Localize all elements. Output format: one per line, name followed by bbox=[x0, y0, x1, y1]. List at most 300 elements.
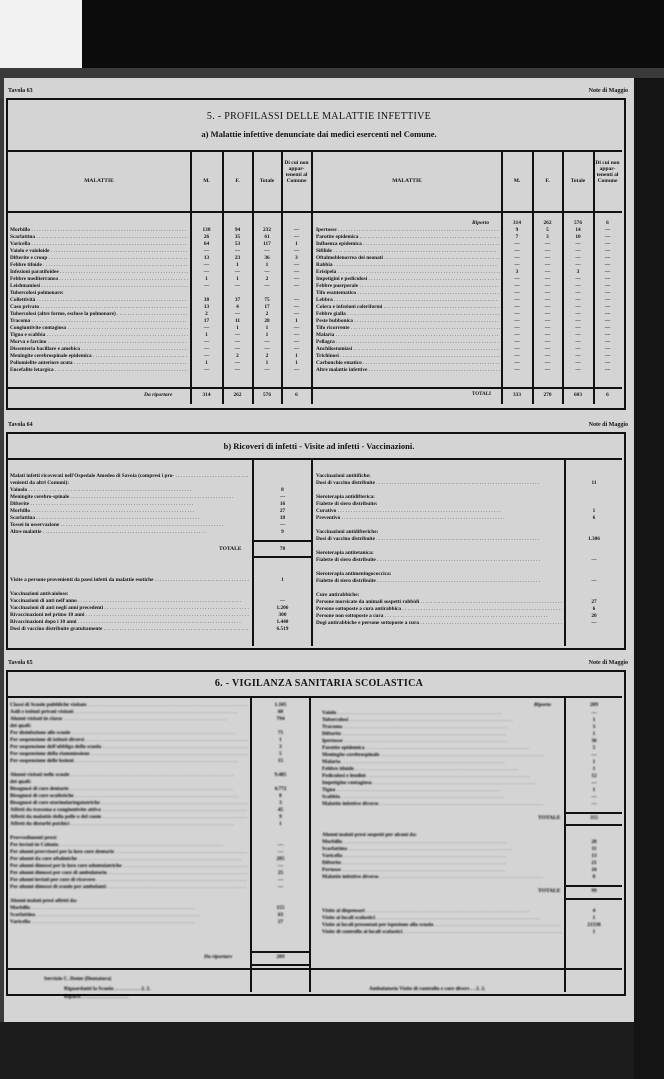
school-disease-label: Malaria . . . bbox=[322, 759, 562, 766]
disease-row-label: Collettività . . . bbox=[10, 297, 188, 304]
disease-row-label: Peste bubbonica . . . bbox=[316, 318, 500, 325]
cell-f: 3 bbox=[546, 234, 549, 240]
section5-right-rows bbox=[316, 227, 500, 374]
disease-row-label: Tifo esantematico . . . bbox=[316, 290, 500, 297]
disease-row-label: Caso privato . . . bbox=[10, 304, 188, 311]
school-row-label: Classi di Scuole pubbliche visitate . . . bbox=[10, 702, 248, 709]
cell-m: 7 bbox=[515, 234, 519, 240]
sieroterapia-value bbox=[566, 473, 622, 480]
disease-row-label: Malaria . . . bbox=[316, 332, 500, 339]
section5-title: 5. - PROFILASSI DELLE MALATTIE INFETTIVE bbox=[206, 111, 432, 122]
header-f: F. bbox=[235, 178, 240, 184]
section5-right-d bbox=[594, 227, 621, 374]
section6-right-vals bbox=[566, 710, 622, 808]
cell-m: 38 bbox=[203, 297, 210, 303]
sieroterapia-row-label bbox=[316, 543, 562, 550]
ricoveri-row-label: Meningite cerebro-spinale . . . bbox=[10, 494, 250, 501]
cell-f: — bbox=[234, 346, 241, 352]
cell-m: — bbox=[514, 276, 520, 282]
sieroterapia-value: — bbox=[591, 578, 597, 584]
sieroterapia-row-label: Curativo . . . bbox=[316, 508, 562, 515]
sieroterapia-value: 1.306 bbox=[588, 536, 600, 542]
cell-totale: 61 bbox=[264, 234, 270, 240]
cell-totale: 232 bbox=[263, 227, 271, 233]
sieroterapia-row-label: Persone morsicate da animali sospetti rabbidi . . . bbox=[316, 599, 562, 606]
sieroterapia-value: 1 bbox=[592, 508, 596, 514]
section6-right-total-label: TOTALE bbox=[538, 815, 561, 821]
disease-row-label: Leishmaniosi . . . bbox=[10, 283, 188, 290]
disease-row-label: Meningite cerebrospinale epidemica . . . bbox=[10, 353, 188, 360]
cell-totale: — bbox=[575, 353, 581, 359]
cell-totale: 1 bbox=[265, 325, 269, 331]
vaccinazioni-row-label bbox=[10, 584, 250, 591]
vaccinazioni-row-label: Vaccinazioni di anti nell'anno . . . bbox=[10, 598, 250, 605]
cell-totale: 75 bbox=[264, 297, 270, 303]
school-disease-label: Scabbia . . . bbox=[322, 794, 562, 801]
vaccinazioni-value: 300 bbox=[278, 612, 287, 618]
cell-f: 1 bbox=[236, 276, 239, 282]
cell-m: — bbox=[514, 283, 520, 289]
cell-di-cui: — bbox=[293, 304, 300, 310]
section5b-total-rule bbox=[252, 540, 311, 542]
cell-m: — bbox=[203, 269, 210, 275]
cell-f: 37 bbox=[234, 297, 241, 303]
ricoveri-value: 9 bbox=[281, 529, 284, 535]
cell-f: — bbox=[234, 367, 241, 373]
disease-row-label: Febbre puerperale . . . bbox=[316, 283, 500, 290]
cell-totale: 3 bbox=[576, 269, 580, 275]
section5b-total: 78 bbox=[279, 546, 286, 552]
cell-m: — bbox=[514, 255, 520, 261]
cell-f: — bbox=[544, 241, 551, 247]
header-totale: Totale bbox=[259, 178, 275, 184]
school-suspect-value: 8 bbox=[592, 874, 596, 880]
cell-m: — bbox=[514, 304, 520, 310]
cell-di-cui: — bbox=[604, 276, 611, 282]
cell-totale: 2 bbox=[265, 353, 269, 359]
school-disease-label: Tubercolosi . . . bbox=[322, 717, 562, 724]
cell-m: 64 bbox=[203, 241, 210, 247]
cell-m: 9 bbox=[515, 227, 519, 233]
school-disease-value: — bbox=[591, 780, 597, 786]
cell-di-cui: 1 bbox=[295, 353, 298, 359]
disease-row-label: Impetigini e pediculosi . . . bbox=[316, 276, 500, 283]
school-suspect-label: Alunni malati presi sospetti per alcuni da: bbox=[322, 832, 417, 838]
school-disease-value: 1 bbox=[592, 787, 596, 793]
sieroterapia-row-label: Fialette di siero distribuite: bbox=[316, 501, 378, 507]
school-value: 8 bbox=[279, 793, 282, 799]
cell-di-cui: — bbox=[293, 262, 300, 268]
ricoveri-row-label: Morbillo . . . bbox=[10, 508, 250, 515]
vaccinazioni-row-label: Rivaccinazioni nel primo 10 anni . . . bbox=[10, 612, 250, 619]
cell-f: — bbox=[544, 346, 551, 352]
section5-left-m bbox=[191, 227, 222, 374]
disease-row-label: Difterite e croup . . . bbox=[10, 255, 188, 262]
cell-totale: 2 bbox=[265, 311, 269, 317]
sieroterapia-value: 11 bbox=[591, 480, 597, 486]
school-disease-value: 1 bbox=[592, 731, 596, 737]
school-value: 45 bbox=[277, 807, 284, 813]
header-m-right: M. bbox=[513, 178, 521, 184]
sieroterapia-row-label: Persone non sottoposte a cura . . . bbox=[316, 613, 562, 620]
school-row-label: Per sospensione dell'obbligo della scuola . . . bbox=[10, 744, 248, 751]
school-value: 1 bbox=[279, 737, 282, 743]
header-di-cui: Di cui non appar-tenenti al Comune bbox=[284, 160, 309, 184]
cell-m bbox=[191, 290, 222, 297]
school-value: 27 bbox=[277, 919, 284, 925]
school-value bbox=[252, 828, 309, 835]
cell-totale: — bbox=[575, 283, 581, 289]
ricoveri-value: 8 bbox=[281, 487, 284, 493]
cell-totale: — bbox=[575, 248, 581, 254]
sieroterapia-row-label: Vaccinazioni antidifteriche: bbox=[316, 529, 379, 535]
school-row-label: dei quali: bbox=[10, 723, 32, 729]
school-row-label: Alunni visitati in classe . . . bbox=[10, 716, 248, 723]
cell-f: — bbox=[544, 332, 551, 338]
school-disease-value: 12 bbox=[591, 773, 597, 779]
section6-total-label: Da riportare bbox=[204, 954, 233, 960]
cell-f: 23 bbox=[234, 255, 241, 261]
section5-right-f bbox=[533, 227, 562, 374]
sieroterapia-value bbox=[566, 543, 622, 550]
sieroterapia-value bbox=[566, 487, 622, 494]
cell-totale: 17 bbox=[264, 304, 270, 310]
school-disease-label: Tracoma . . . bbox=[322, 724, 562, 731]
cell-f: — bbox=[544, 304, 551, 310]
cell-m: — bbox=[203, 367, 210, 373]
school-row-label: Per alunni da cure oftalmiche . . . bbox=[10, 856, 248, 863]
disease-row-label: Morva e farcino . . . bbox=[10, 339, 188, 346]
vaccinazioni-row-label: Dosi di vaccino distribuite gratuitamente . . . bbox=[10, 626, 250, 633]
cell-f: 1 bbox=[236, 325, 239, 331]
sieroterapia-row-label: Fialette di siero distribuite . . . bbox=[316, 578, 562, 585]
cell-di-cui: — bbox=[604, 360, 611, 366]
school-value bbox=[252, 765, 309, 772]
cell-f: — bbox=[544, 367, 551, 373]
school-disease-label: Tigna . . . bbox=[322, 787, 562, 794]
section5b-left-rows2 bbox=[10, 577, 250, 633]
disease-row-label: Febbre mediterranea . . . bbox=[10, 276, 188, 283]
school-disease-value: 3 bbox=[592, 724, 596, 730]
school-value bbox=[252, 835, 309, 842]
school-value: 285 bbox=[276, 856, 285, 862]
section6-riporto: 289 bbox=[590, 702, 598, 708]
ricoveri-row-label: Vaiuolo . . . bbox=[10, 487, 250, 494]
school-row-label: dei quali: bbox=[10, 779, 32, 785]
cell-di-cui: — bbox=[293, 311, 300, 317]
disease-row-label: Pellagra . . . bbox=[316, 339, 500, 346]
disease-row-label: Parotite epidemica . . . bbox=[316, 234, 500, 241]
school-disease-value: 1 bbox=[592, 717, 596, 723]
school-visit-value: 4 bbox=[592, 908, 596, 914]
vaccinazioni-value: 1.440 bbox=[276, 619, 289, 625]
cell-f: — bbox=[544, 339, 551, 345]
section6-right-total: 355 bbox=[590, 815, 598, 821]
sieroterapia-row-label bbox=[316, 585, 562, 592]
disease-row-label: Dissenteria bacillare e amebica . . . bbox=[10, 346, 188, 353]
cell-di-cui: — bbox=[604, 255, 611, 261]
cell-m: — bbox=[514, 318, 520, 324]
ricoveri-row-label: Malati infetti ricoverati nell'Ospedale Amedeo di Savoia (compresi i pro- . . . bbox=[10, 473, 250, 480]
cell-totale: — bbox=[575, 290, 581, 296]
sieroterapia-row-label bbox=[316, 564, 562, 571]
school-suspect-value: 13 bbox=[591, 853, 597, 859]
section5-right-m bbox=[502, 227, 532, 374]
section5-left-f bbox=[223, 227, 252, 374]
school-disease-label: Impetigine contagiosa . . . bbox=[322, 780, 562, 787]
cell-f: — bbox=[544, 360, 551, 366]
disease-row-label: Ipertosse . . . bbox=[316, 227, 500, 234]
sieroterapia-value bbox=[566, 529, 622, 536]
left-total-m: 314 bbox=[202, 392, 211, 398]
location-label-65: Note di Maggio bbox=[588, 660, 628, 666]
cell-di-cui: — bbox=[604, 283, 611, 289]
sieroterapia-row-label: Vaccinazioni antitifiche: bbox=[316, 473, 371, 479]
ricoveri-row-label: venienti da altri Comuni): bbox=[10, 480, 70, 486]
ricoveri-value bbox=[254, 480, 311, 487]
cell-m: — bbox=[203, 262, 210, 268]
section5b-subtitle: b) Ricoveri di infetti - Visite ad infetti - Vaccinazioni. bbox=[223, 441, 415, 451]
sieroterapia-row-label bbox=[316, 522, 562, 529]
cell-f: — bbox=[234, 360, 241, 366]
left-total-label: Da riportare bbox=[144, 392, 173, 398]
cell-m: — bbox=[514, 297, 520, 303]
school-suspect-value: 20 bbox=[591, 839, 597, 845]
ricoveri-row-label: Altre malattie . . . bbox=[10, 529, 250, 536]
cell-f: 5 bbox=[546, 227, 549, 233]
school-row-label: Bisognosi di cure otorinolaringoiatriche . . . bbox=[10, 800, 248, 807]
sieroterapia-value: 27 bbox=[591, 599, 597, 605]
school-row-label: Bisognosi di cure dentarie . . . bbox=[10, 786, 248, 793]
section6-right-rows2 bbox=[322, 832, 562, 881]
sieroterapia-value bbox=[566, 550, 622, 557]
cell-totale: — bbox=[575, 276, 581, 282]
cell-di-cui: — bbox=[293, 227, 300, 233]
cell-di-cui: 3 bbox=[295, 255, 298, 261]
sieroterapia-value: 20 bbox=[591, 613, 597, 619]
disease-row-label: Tracoma . . . bbox=[10, 318, 188, 325]
cell-f: 35 bbox=[234, 234, 241, 240]
section5b-left-vals bbox=[254, 473, 311, 536]
cell-m: — bbox=[203, 283, 210, 289]
sieroterapia-value: — bbox=[591, 557, 597, 563]
cell-di-cui: 1 bbox=[295, 241, 298, 247]
cell-totale: — bbox=[575, 297, 581, 303]
section6-total-rule bbox=[250, 951, 309, 953]
school-value: — bbox=[277, 849, 284, 855]
school-value: — bbox=[277, 884, 284, 890]
school-row-label: Per sospensione della riammissione . . . bbox=[10, 751, 248, 758]
right-total-t: 603 bbox=[574, 392, 582, 398]
cell-totale: 2 bbox=[265, 276, 269, 282]
header-bottom-rule bbox=[8, 211, 622, 213]
cell-totale: — bbox=[575, 360, 581, 366]
header-f-right: F. bbox=[545, 178, 550, 184]
cell-m: — bbox=[514, 367, 520, 373]
cell-m: — bbox=[203, 353, 210, 359]
section6-right-vals3 bbox=[566, 908, 622, 936]
vaccinazioni-value bbox=[254, 591, 311, 598]
section5b-rule bbox=[8, 458, 622, 460]
cell-m: 2 bbox=[205, 311, 208, 317]
sieroterapia-row-label: Sieroterapia antitetanica: bbox=[316, 550, 374, 556]
school-disease-value: — bbox=[591, 801, 597, 807]
riporto-d: 6 bbox=[606, 220, 609, 226]
school-row-label: Affetti da disturbi psichici . . . bbox=[10, 821, 248, 828]
school-visit-value: 1 bbox=[592, 929, 596, 935]
col-divider-center bbox=[311, 150, 313, 404]
cell-f: 1 bbox=[236, 262, 239, 268]
cell-di-cui: 1 bbox=[295, 360, 298, 366]
school-value: 1 bbox=[279, 821, 282, 827]
sieroterapia-value: 6 bbox=[592, 606, 596, 612]
cell-m: 1 bbox=[205, 276, 208, 282]
section5-right-t bbox=[563, 227, 593, 374]
cell-di-cui: — bbox=[604, 269, 611, 275]
left-total-t: 576 bbox=[263, 392, 271, 398]
school-suspect-value: 11 bbox=[591, 846, 597, 852]
cell-f: 2 bbox=[236, 353, 239, 359]
cell-totale: — bbox=[264, 367, 270, 373]
disease-row-label: Poliomielite anteriore acuta . . . bbox=[10, 360, 188, 367]
section5b-right-vals bbox=[566, 473, 622, 627]
footer-right: Ambulatorio Visite di controllo e cure divers . . 2. 2. bbox=[369, 986, 486, 992]
disease-row-label: Congiuntivite contagiosa . . . bbox=[10, 325, 188, 332]
cell-di-cui: — bbox=[293, 248, 300, 254]
cell-f: 4 bbox=[236, 304, 239, 310]
section5-left-d bbox=[282, 227, 311, 374]
disease-row-label: Febbre tifoide . . . bbox=[10, 262, 188, 269]
cell-f: — bbox=[544, 283, 551, 289]
disease-row-label: Infezioni paratifoidee . . . bbox=[10, 269, 188, 276]
school-row-label: Per alunni provvisori per la loro cure dentarie . . . bbox=[10, 849, 248, 856]
cell-f: 94 bbox=[234, 227, 241, 233]
sieroterapia-row-label: Dosi di vaccino distribuite . . . bbox=[316, 536, 562, 543]
cell-totale: — bbox=[264, 339, 270, 345]
cell-m: — bbox=[203, 325, 210, 331]
sieroterapia-value bbox=[566, 522, 622, 529]
school-value bbox=[252, 891, 309, 898]
cell-m: 138 bbox=[202, 227, 211, 233]
cell-f: 11 bbox=[234, 318, 240, 324]
disease-row-label: Tigna e scabbia . . . bbox=[10, 332, 188, 339]
riporto-t: 576 bbox=[574, 220, 582, 226]
disease-row-label: Erisipela . . . bbox=[316, 269, 500, 276]
section5b-left-rows bbox=[10, 473, 250, 536]
school-visit-label: Visite ai locali scolastici . . . bbox=[322, 915, 562, 922]
disease-row-label: Vaiolo e vaioloide . . . bbox=[10, 248, 188, 255]
school-disease-label: Pediculosi e lendini . . . bbox=[322, 773, 562, 780]
sieroterapia-value bbox=[566, 571, 622, 578]
school-disease-label: Febbre tifoide . . . bbox=[322, 766, 562, 773]
school-disease-label: Meningite cerebrospinale . . . bbox=[322, 752, 562, 759]
cell-f: — bbox=[544, 318, 551, 324]
school-suspect-label: Malattie infettive diverse . . . bbox=[322, 874, 562, 881]
school-row-label: Affetti da tracoma o congiuntivite attiva . . . bbox=[10, 807, 248, 814]
vaccinazioni-value: 1 bbox=[281, 577, 284, 583]
vaccinazioni-row-label: Rivaccinazioni dopo i 10 anni . . . bbox=[10, 619, 250, 626]
disease-row-label: Anchilostomiasi . . . bbox=[316, 346, 500, 353]
school-disease-value: — bbox=[591, 794, 597, 800]
ricoveri-value: 27 bbox=[279, 508, 286, 514]
cell-totale: 1 bbox=[265, 360, 269, 366]
school-disease-label: Difterite . . . bbox=[322, 731, 562, 738]
section6-right-rows bbox=[322, 710, 562, 808]
school-value: 5 bbox=[279, 751, 282, 757]
ricoveri-value: — bbox=[279, 522, 286, 528]
cell-di-cui: — bbox=[604, 227, 611, 233]
cell-f bbox=[223, 290, 252, 297]
school-suspect-value: 16 bbox=[591, 867, 597, 873]
sieroterapia-row-label: Preventivo . . . bbox=[316, 515, 562, 522]
sieroterapia-value bbox=[566, 592, 622, 599]
section5-left-t bbox=[253, 227, 281, 374]
school-value: 9.485 bbox=[274, 772, 287, 778]
school-value: 3 bbox=[279, 744, 282, 750]
section6-rtotal-rule2 bbox=[564, 824, 622, 826]
ricoveri-row-label: Tossei in osservazione . . . bbox=[10, 522, 250, 529]
sieroterapia-value bbox=[566, 564, 622, 571]
cell-f: — bbox=[234, 311, 241, 317]
school-suspect-label: Pertosse . . . bbox=[322, 867, 562, 874]
school-row-label: Scarlattina . . . bbox=[10, 912, 248, 919]
school-visit-value: 1 bbox=[592, 915, 596, 921]
cell-totale: — bbox=[264, 248, 270, 254]
cell-m: — bbox=[514, 339, 520, 345]
school-disease-label: Vaiolo . . . bbox=[322, 710, 562, 717]
table-number-63: Tavola 63 bbox=[8, 88, 33, 94]
school-row-label: Varicella . . . bbox=[10, 919, 248, 926]
top-corner-white bbox=[0, 0, 82, 68]
school-row-label: Alunni visitati nelle scuole . . . bbox=[10, 772, 248, 779]
cell-f: — bbox=[544, 276, 551, 282]
disease-row-label: Varicella . . . bbox=[10, 241, 188, 248]
cell-totale bbox=[253, 290, 281, 297]
cell-di-cui: — bbox=[604, 311, 611, 317]
cell-di-cui: — bbox=[604, 325, 611, 331]
cell-di-cui: — bbox=[604, 248, 611, 254]
cell-m: — bbox=[514, 360, 520, 366]
disease-row-label: Tifo ricorrente . . . bbox=[316, 325, 500, 332]
section6-right-rows3 bbox=[322, 908, 562, 936]
school-disease-value: — bbox=[591, 752, 597, 758]
school-row-label: Per alunni inviati per cure di ricovero . . . bbox=[10, 877, 248, 884]
ricoveri-value: 18 bbox=[279, 515, 286, 521]
school-value: — bbox=[277, 863, 284, 869]
cell-totale: — bbox=[264, 346, 270, 352]
vaccinazioni-row-label: Vaccinazioni di anti negli anni precedenti . . . bbox=[10, 605, 250, 612]
cell-totale: 1 bbox=[265, 262, 269, 268]
school-value bbox=[252, 779, 309, 786]
cell-f: — bbox=[234, 269, 241, 275]
school-suspect-label: Varicella . . . bbox=[322, 853, 562, 860]
disease-row-label: Scarlattina . . . bbox=[10, 234, 188, 241]
cell-m: 26 bbox=[203, 234, 210, 240]
sieroterapia-value: — bbox=[591, 620, 597, 626]
disease-row-label: Lebbra . . . bbox=[316, 297, 500, 304]
cell-di-cui: — bbox=[293, 297, 300, 303]
vaccinazioni-value: — bbox=[279, 598, 286, 604]
school-row-label bbox=[10, 891, 248, 898]
section6-rtotal2-rule2 bbox=[564, 898, 622, 900]
cell-di-cui: — bbox=[604, 318, 611, 324]
section5b-left-vals2 bbox=[254, 577, 311, 633]
sieroterapia-row-label: Sieroterapia antidifterica: bbox=[316, 494, 375, 500]
vaccinazioni-value: 6.519 bbox=[276, 626, 289, 632]
header-totale-right: Totale bbox=[570, 178, 586, 184]
col-divider-center bbox=[311, 458, 313, 646]
cell-di-cui: — bbox=[604, 262, 611, 268]
